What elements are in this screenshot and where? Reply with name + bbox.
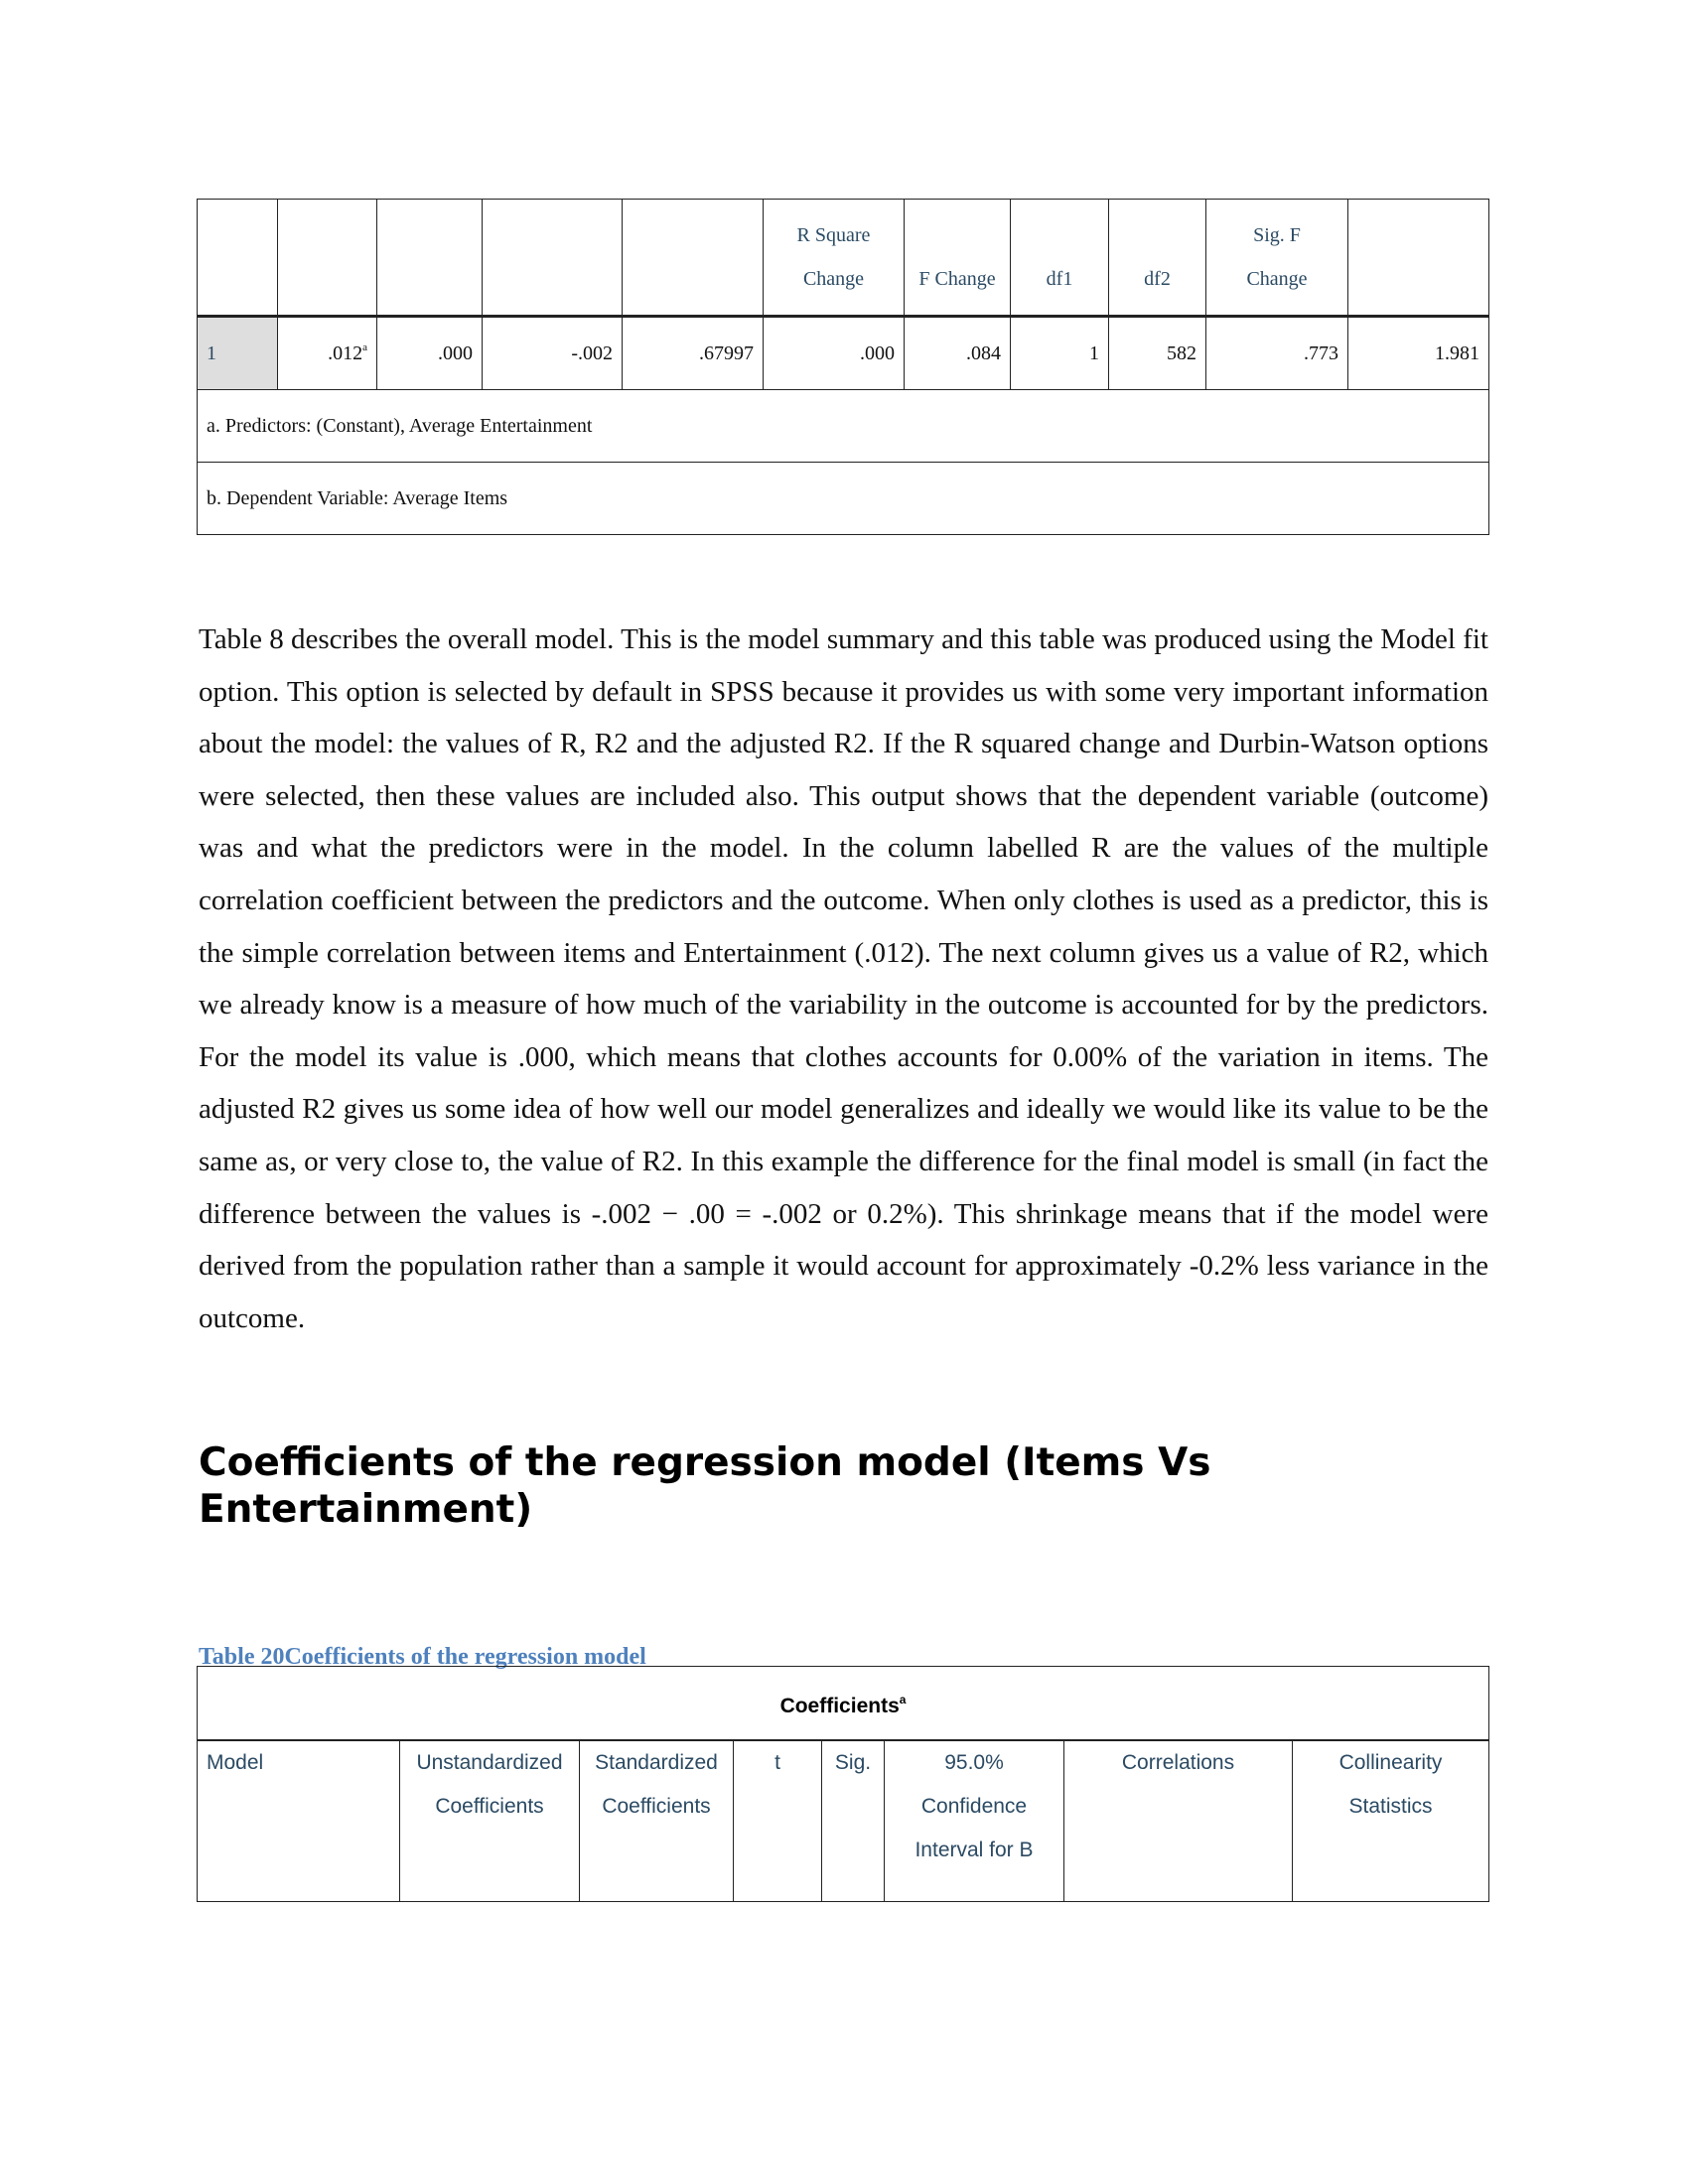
cell-df1: 1 (1011, 317, 1109, 390)
cell-r (278, 317, 377, 390)
header-t (734, 1740, 822, 1902)
header-line: Model (207, 1750, 264, 1774)
header-line: Change (1246, 268, 1308, 290)
header-line: F Change (918, 268, 996, 290)
footnote-row (198, 390, 1489, 463)
header-line: 95.0% (944, 1750, 1004, 1774)
header-cell-adjusted-r-square (483, 200, 623, 317)
cell-durbin-watson: 1.981 (1348, 317, 1489, 390)
header-confidence-interval (885, 1740, 1064, 1902)
coefficients-title-row (198, 1667, 1489, 1740)
header-line: t (774, 1750, 780, 1774)
body-paragraph: Table 8 describes the overall model. This is the model summary and this table was produced using the Model fit option. This option is selected by default in SPSS because it provides us with some very important information about the model: the values of R, R2 and the adjusted R2. If the R squared change and Durbin-Watson options were selected, then these values are included also. This output shows that the dependent variable (outcome) was and what the predictors were in the model. In the column labelled R are the values of the multiple correlation coefficient between the predictors and the outcome. When only clothes is used as a predictor, this is the simple correlation between items and Entertainment (.012). The next column gives us a value of R2, which we already know is a measure of how much of the variability in the outcome is accounted for by the predictors. For the model its value is .000, which means that clothes accounts for 0.00% of the variation in items. The adjusted R2 gives us some idea of how well our model generalizes and ideally we would like its value to be the same as, or very close to, the value of R2. In this example the difference for the final model is small (in fact the difference between the values is -.002 − .00 = -.002 or 0.2%). This shrinkage means that if the model were derived from the population rather than a sample it would account for approximately -0.2% less variance in the outcome. (199, 623, 1488, 1334)
table-caption: Table 20Coefficients of the regression model (199, 1644, 646, 1670)
coefficients-header-row (198, 1740, 1489, 1902)
header-line: Collinearity (1338, 1750, 1443, 1774)
header-cell-sig-f-change (1206, 200, 1348, 317)
header-line: Coefficients (602, 1794, 711, 1818)
cell-f-change: .084 (905, 317, 1011, 390)
cell-r-square-change: .000 (764, 317, 905, 390)
header-line: Unstandardized (416, 1750, 563, 1774)
header-line: Sig. F (1253, 224, 1301, 246)
header-line: df2 (1144, 268, 1171, 290)
footnote-predictors: a. Predictors: (Constant), Average Entertainment (198, 390, 1489, 463)
header-cell-df2 (1109, 200, 1206, 317)
header-unstandardized-coefficients (400, 1740, 580, 1902)
header-cell-f-change (905, 200, 1011, 317)
header-cell-r (278, 200, 377, 317)
table-row (198, 317, 1489, 390)
header-line: Coefficients (435, 1794, 544, 1818)
header-cell-std-error (623, 200, 764, 317)
model-summary-header-row (198, 200, 1489, 317)
header-correlations (1064, 1740, 1293, 1902)
cell-adjusted-r-square: -.002 (483, 317, 623, 390)
header-cell-model (198, 200, 278, 317)
coefficients-title (198, 1667, 1489, 1740)
coefficients-title-text: Coefficients (779, 1694, 900, 1717)
header-line: Statistics (1348, 1794, 1433, 1818)
header-line: Interval for B (914, 1838, 1034, 1861)
cell-sig-f-change: .773 (1206, 317, 1348, 390)
cell-r-square: .000 (377, 317, 483, 390)
cell-model: 1 (198, 317, 278, 390)
footnote-row (198, 463, 1489, 535)
section-heading: Coefficients of the regression model (Items Vs Entertainment) (199, 1440, 1211, 1532)
header-sig (822, 1740, 885, 1902)
header-line: Change (802, 268, 865, 290)
header-cell-durbin-watson (1348, 200, 1489, 317)
footnote-dependent-variable: b. Dependent Variable: Average Items (198, 463, 1489, 535)
footnote-marker: a (899, 1692, 907, 1706)
header-line: df1 (1046, 268, 1073, 290)
header-line: Standardized (595, 1750, 718, 1774)
cell-df2: 582 (1109, 317, 1206, 390)
footnote-marker: a (362, 341, 367, 353)
header-model (198, 1740, 400, 1902)
header-standardized-coefficients (580, 1740, 734, 1902)
header-cell-r-square (377, 200, 483, 317)
header-line: Correlations (1121, 1750, 1235, 1774)
coefficients-table (197, 1666, 1489, 1902)
header-line: R Square (796, 224, 871, 246)
header-line: Confidence (920, 1794, 1028, 1818)
header-collinearity-statistics (1293, 1740, 1489, 1902)
header-cell-r-square-change (764, 200, 905, 317)
cell-std-error: .67997 (623, 317, 764, 390)
model-summary-table (197, 199, 1489, 535)
header-line: Sig. (834, 1750, 872, 1774)
header-cell-df1 (1011, 200, 1109, 317)
cell-r-value: .012 (328, 342, 363, 364)
